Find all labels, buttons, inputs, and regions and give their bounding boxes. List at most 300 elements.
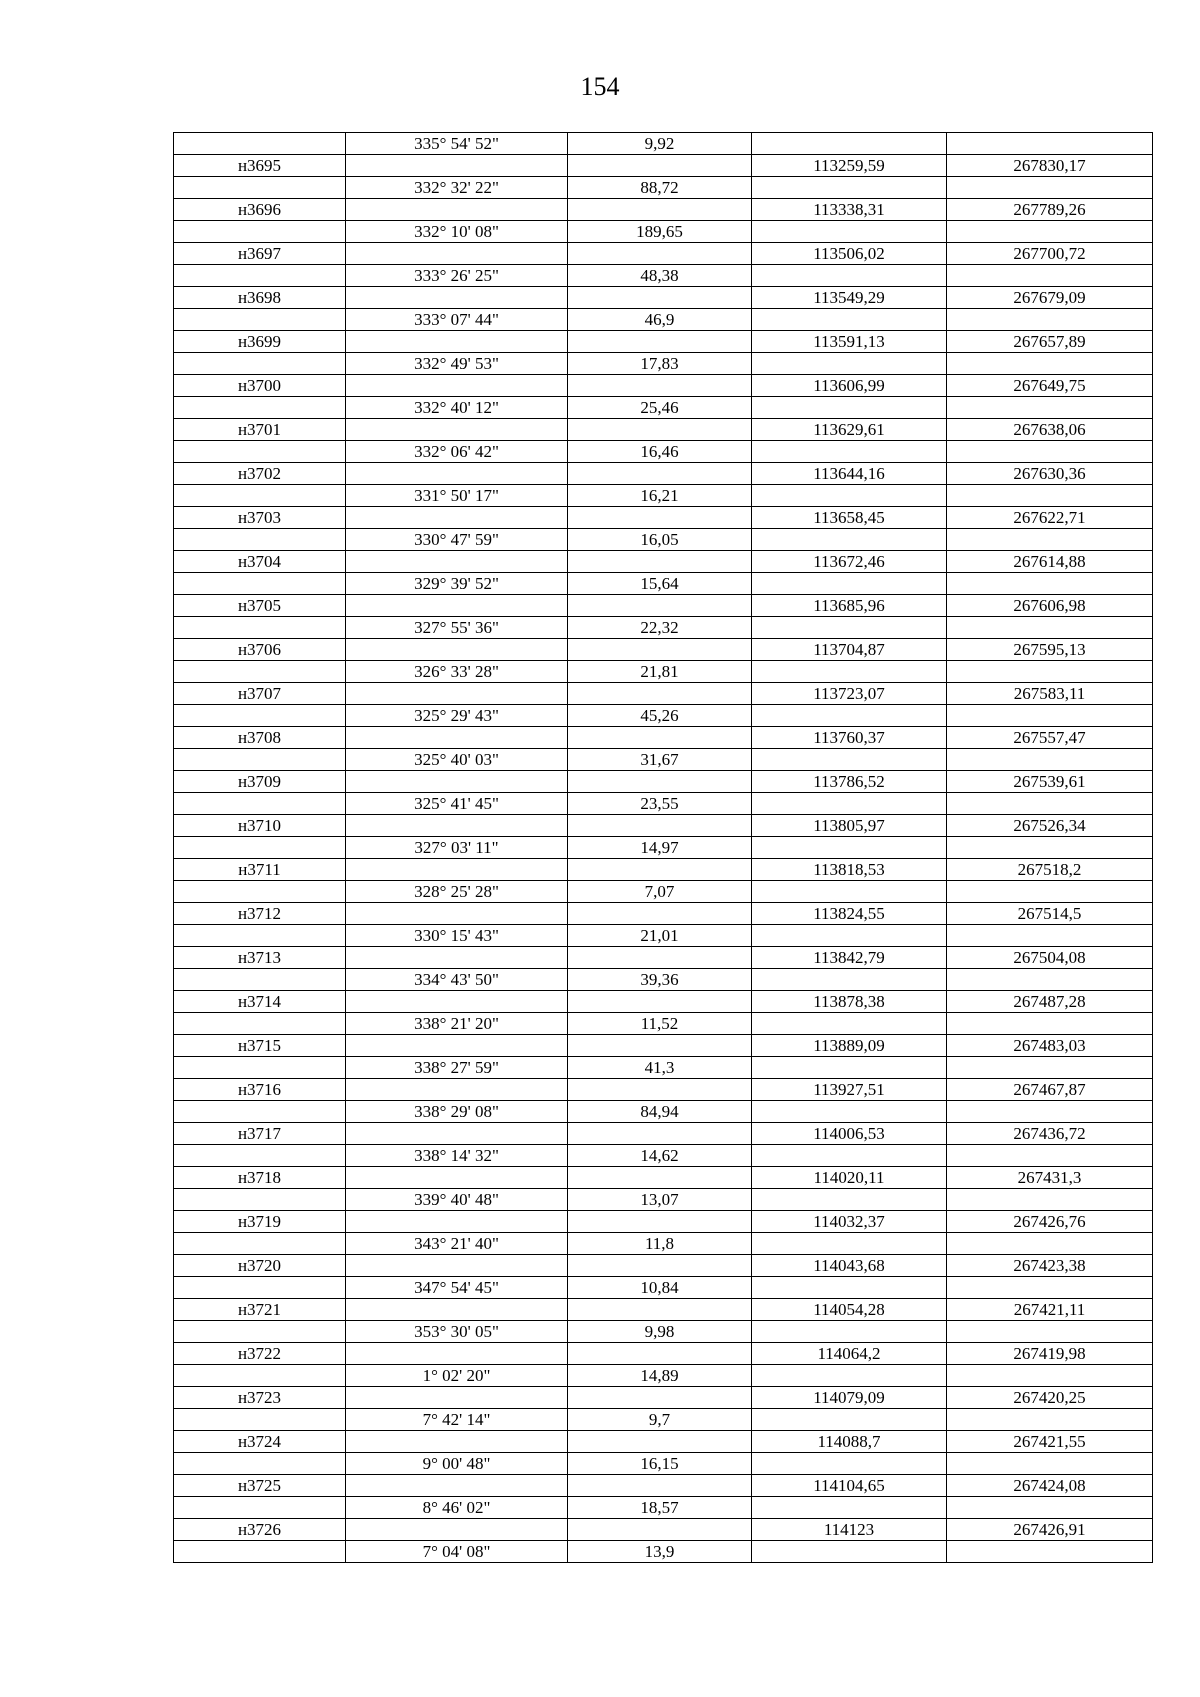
point-id-cell: [174, 1321, 346, 1343]
bearing-angle-cell: 7° 04' 08": [346, 1541, 568, 1563]
y-coordinate-cell: [947, 133, 1153, 155]
table-row: [174, 595, 1153, 617]
bearing-angle-cell: 329° 39' 52": [346, 573, 568, 595]
table-row: [174, 881, 1153, 903]
distance-cell: 21,81: [568, 661, 752, 683]
bearing-angle-cell: 327° 55' 36": [346, 617, 568, 639]
table-row: [174, 529, 1153, 551]
bearing-angle-cell: [346, 1343, 568, 1365]
y-coordinate-cell: [947, 177, 1153, 199]
x-coordinate-cell: 113824,55: [752, 903, 947, 925]
y-coordinate-cell: 267622,71: [947, 507, 1153, 529]
distance-cell: 18,57: [568, 1497, 752, 1519]
table-row: [174, 463, 1153, 485]
x-coordinate-cell: [752, 1013, 947, 1035]
y-coordinate-cell: 267649,75: [947, 375, 1153, 397]
table-row: [174, 771, 1153, 793]
table-row: [174, 617, 1153, 639]
y-coordinate-cell: 267606,98: [947, 595, 1153, 617]
y-coordinate-cell: [947, 1409, 1153, 1431]
bearing-angle-cell: [346, 1211, 568, 1233]
point-id-cell: [174, 573, 346, 595]
x-coordinate-cell: [752, 705, 947, 727]
y-coordinate-cell: 267614,88: [947, 551, 1153, 573]
bearing-angle-cell: 353° 30' 05": [346, 1321, 568, 1343]
table-row: [174, 1189, 1153, 1211]
point-id-cell: н3708: [174, 727, 346, 749]
x-coordinate-cell: [752, 881, 947, 903]
y-coordinate-cell: 267467,87: [947, 1079, 1153, 1101]
point-id-cell: [174, 925, 346, 947]
y-coordinate-cell: 267630,36: [947, 463, 1153, 485]
bearing-angle-cell: 325° 41' 45": [346, 793, 568, 815]
table-row: [174, 1365, 1153, 1387]
point-id-cell: [174, 881, 346, 903]
distance-cell: 88,72: [568, 177, 752, 199]
y-coordinate-cell: 267419,98: [947, 1343, 1153, 1365]
bearing-angle-cell: 332° 32' 22": [346, 177, 568, 199]
table-row: [174, 991, 1153, 1013]
bearing-angle-cell: [346, 1255, 568, 1277]
distance-cell: 41,3: [568, 1057, 752, 1079]
distance-cell: [568, 419, 752, 441]
y-coordinate-cell: [947, 1057, 1153, 1079]
y-coordinate-cell: [947, 441, 1153, 463]
bearing-angle-cell: [346, 639, 568, 661]
distance-cell: [568, 859, 752, 881]
bearing-angle-cell: [346, 155, 568, 177]
table-row: [174, 133, 1153, 155]
y-coordinate-cell: 267483,03: [947, 1035, 1153, 1057]
table-row: [174, 507, 1153, 529]
y-coordinate-cell: 267424,08: [947, 1475, 1153, 1497]
x-coordinate-cell: 113629,61: [752, 419, 947, 441]
y-coordinate-cell: 267700,72: [947, 243, 1153, 265]
bearing-angle-cell: [346, 1123, 568, 1145]
x-coordinate-cell: 113723,07: [752, 683, 947, 705]
y-coordinate-cell: 267426,91: [947, 1519, 1153, 1541]
point-id-cell: н3706: [174, 639, 346, 661]
coordinates-table: [173, 132, 1153, 1563]
y-coordinate-cell: 267514,5: [947, 903, 1153, 925]
distance-cell: 9,7: [568, 1409, 752, 1431]
bearing-angle-cell: 333° 07' 44": [346, 309, 568, 331]
point-id-cell: [174, 221, 346, 243]
table-row: [174, 1211, 1153, 1233]
y-coordinate-cell: [947, 1277, 1153, 1299]
distance-cell: 7,07: [568, 881, 752, 903]
bearing-angle-cell: [346, 859, 568, 881]
bearing-angle-cell: 338° 27' 59": [346, 1057, 568, 1079]
bearing-angle-cell: 7° 42' 14": [346, 1409, 568, 1431]
y-coordinate-cell: [947, 529, 1153, 551]
distance-cell: 13,9: [568, 1541, 752, 1563]
table-row: [174, 1233, 1153, 1255]
bearing-angle-cell: [346, 1035, 568, 1057]
point-id-cell: н3700: [174, 375, 346, 397]
bearing-angle-cell: [346, 1299, 568, 1321]
distance-cell: [568, 991, 752, 1013]
distance-cell: 16,05: [568, 529, 752, 551]
y-coordinate-cell: [947, 397, 1153, 419]
point-id-cell: [174, 837, 346, 859]
y-coordinate-cell: [947, 881, 1153, 903]
distance-cell: 13,07: [568, 1189, 752, 1211]
x-coordinate-cell: 114123: [752, 1519, 947, 1541]
distance-cell: 48,38: [568, 265, 752, 287]
point-id-cell: [174, 441, 346, 463]
point-id-cell: [174, 1409, 346, 1431]
distance-cell: [568, 463, 752, 485]
distance-cell: [568, 903, 752, 925]
distance-cell: 21,01: [568, 925, 752, 947]
distance-cell: [568, 771, 752, 793]
table-row: [174, 397, 1153, 419]
x-coordinate-cell: [752, 221, 947, 243]
x-coordinate-cell: 114064,2: [752, 1343, 947, 1365]
point-id-cell: [174, 1541, 346, 1563]
table-row: [174, 1255, 1153, 1277]
bearing-angle-cell: 332° 40' 12": [346, 397, 568, 419]
x-coordinate-cell: 114006,53: [752, 1123, 947, 1145]
x-coordinate-cell: 113591,13: [752, 331, 947, 353]
bearing-angle-cell: [346, 419, 568, 441]
distance-cell: 11,8: [568, 1233, 752, 1255]
distance-cell: [568, 1475, 752, 1497]
point-id-cell: н3718: [174, 1167, 346, 1189]
x-coordinate-cell: [752, 1145, 947, 1167]
x-coordinate-cell: [752, 1453, 947, 1475]
bearing-angle-cell: 331° 50' 17": [346, 485, 568, 507]
table-row: [174, 969, 1153, 991]
point-id-cell: [174, 1233, 346, 1255]
y-coordinate-cell: 267518,2: [947, 859, 1153, 881]
y-coordinate-cell: 267789,26: [947, 199, 1153, 221]
point-id-cell: [174, 485, 346, 507]
point-id-cell: [174, 1453, 346, 1475]
table-row: [174, 1277, 1153, 1299]
bearing-angle-cell: [346, 243, 568, 265]
distance-cell: 22,32: [568, 617, 752, 639]
x-coordinate-cell: [752, 133, 947, 155]
table-row: [174, 243, 1153, 265]
x-coordinate-cell: [752, 1541, 947, 1563]
table-row: [174, 353, 1153, 375]
point-id-cell: н3717: [174, 1123, 346, 1145]
distance-cell: [568, 1211, 752, 1233]
point-id-cell: [174, 1057, 346, 1079]
bearing-angle-cell: 335° 54' 52": [346, 133, 568, 155]
x-coordinate-cell: 113259,59: [752, 155, 947, 177]
distance-cell: [568, 1519, 752, 1541]
table-row: [174, 1453, 1153, 1475]
y-coordinate-cell: 267557,47: [947, 727, 1153, 749]
y-coordinate-cell: [947, 969, 1153, 991]
table-row: [174, 1167, 1153, 1189]
y-coordinate-cell: [947, 1233, 1153, 1255]
point-id-cell: [174, 793, 346, 815]
point-id-cell: н3719: [174, 1211, 346, 1233]
point-id-cell: [174, 1277, 346, 1299]
x-coordinate-cell: [752, 925, 947, 947]
point-id-cell: [174, 265, 346, 287]
x-coordinate-cell: 113672,46: [752, 551, 947, 573]
distance-cell: 16,21: [568, 485, 752, 507]
distance-cell: [568, 1079, 752, 1101]
y-coordinate-cell: 267679,09: [947, 287, 1153, 309]
x-coordinate-cell: 113878,38: [752, 991, 947, 1013]
table-row: [174, 837, 1153, 859]
x-coordinate-cell: [752, 1189, 947, 1211]
x-coordinate-cell: [752, 1057, 947, 1079]
x-coordinate-cell: [752, 1277, 947, 1299]
point-id-cell: н3714: [174, 991, 346, 1013]
distance-cell: [568, 1167, 752, 1189]
bearing-angle-cell: [346, 991, 568, 1013]
bearing-angle-cell: [346, 1475, 568, 1497]
table-row: [174, 1123, 1153, 1145]
x-coordinate-cell: 114079,09: [752, 1387, 947, 1409]
table-row: [174, 1101, 1153, 1123]
table-row: [174, 419, 1153, 441]
y-coordinate-cell: 267423,38: [947, 1255, 1153, 1277]
x-coordinate-cell: 113889,09: [752, 1035, 947, 1057]
bearing-angle-cell: [346, 1431, 568, 1453]
point-id-cell: н3703: [174, 507, 346, 529]
distance-cell: [568, 1299, 752, 1321]
table-row: [174, 749, 1153, 771]
bearing-angle-cell: 326° 33' 28": [346, 661, 568, 683]
table-row: [174, 1079, 1153, 1101]
x-coordinate-cell: [752, 969, 947, 991]
x-coordinate-cell: [752, 1409, 947, 1431]
point-id-cell: н3705: [174, 595, 346, 617]
distance-cell: [568, 1035, 752, 1057]
table-row: [174, 683, 1153, 705]
distance-cell: [568, 243, 752, 265]
distance-cell: 16,15: [568, 1453, 752, 1475]
table-row: [174, 1013, 1153, 1035]
point-id-cell: н3710: [174, 815, 346, 837]
point-id-cell: н3702: [174, 463, 346, 485]
x-coordinate-cell: 113606,99: [752, 375, 947, 397]
table-row: [174, 727, 1153, 749]
y-coordinate-cell: 267431,3: [947, 1167, 1153, 1189]
distance-cell: 9,98: [568, 1321, 752, 1343]
x-coordinate-cell: 114104,65: [752, 1475, 947, 1497]
distance-cell: 14,89: [568, 1365, 752, 1387]
point-id-cell: н3720: [174, 1255, 346, 1277]
bearing-angle-cell: [346, 375, 568, 397]
table-row: [174, 441, 1153, 463]
y-coordinate-cell: [947, 1101, 1153, 1123]
table-row: [174, 155, 1153, 177]
distance-cell: 17,83: [568, 353, 752, 375]
bearing-angle-cell: [346, 287, 568, 309]
point-id-cell: н3722: [174, 1343, 346, 1365]
y-coordinate-cell: [947, 265, 1153, 287]
bearing-angle-cell: [346, 595, 568, 617]
point-id-cell: [174, 1145, 346, 1167]
table-row: [174, 903, 1153, 925]
table-row: [174, 1497, 1153, 1519]
x-coordinate-cell: 114032,37: [752, 1211, 947, 1233]
table-row: [174, 551, 1153, 573]
x-coordinate-cell: 113927,51: [752, 1079, 947, 1101]
distance-cell: 25,46: [568, 397, 752, 419]
bearing-angle-cell: 338° 21' 20": [346, 1013, 568, 1035]
table-row: [174, 1145, 1153, 1167]
table-row: [174, 1409, 1153, 1431]
x-coordinate-cell: 113549,29: [752, 287, 947, 309]
distance-cell: 84,94: [568, 1101, 752, 1123]
point-id-cell: [174, 969, 346, 991]
y-coordinate-cell: [947, 1541, 1153, 1563]
table-row: [174, 859, 1153, 881]
table-row: [174, 1035, 1153, 1057]
bearing-angle-cell: 338° 14' 32": [346, 1145, 568, 1167]
point-id-cell: н3701: [174, 419, 346, 441]
y-coordinate-cell: 267595,13: [947, 639, 1153, 661]
point-id-cell: н3695: [174, 155, 346, 177]
bearing-angle-cell: [346, 771, 568, 793]
bearing-angle-cell: 325° 29' 43": [346, 705, 568, 727]
distance-cell: 31,67: [568, 749, 752, 771]
table-row: [174, 573, 1153, 595]
point-id-cell: [174, 705, 346, 727]
x-coordinate-cell: 113760,37: [752, 727, 947, 749]
bearing-angle-cell: 1° 02' 20": [346, 1365, 568, 1387]
x-coordinate-cell: [752, 529, 947, 551]
table-row: [174, 199, 1153, 221]
bearing-angle-cell: 330° 47' 59": [346, 529, 568, 551]
point-id-cell: н3696: [174, 199, 346, 221]
y-coordinate-cell: [947, 1013, 1153, 1035]
table-row: [174, 331, 1153, 353]
x-coordinate-cell: 113338,31: [752, 199, 947, 221]
point-id-cell: н3712: [174, 903, 346, 925]
distance-cell: [568, 1343, 752, 1365]
distance-cell: [568, 551, 752, 573]
table-row: [174, 265, 1153, 287]
table-row: [174, 1321, 1153, 1343]
x-coordinate-cell: [752, 353, 947, 375]
bearing-angle-cell: 338° 29' 08": [346, 1101, 568, 1123]
distance-cell: 14,62: [568, 1145, 752, 1167]
bearing-angle-cell: [346, 683, 568, 705]
distance-cell: [568, 595, 752, 617]
y-coordinate-cell: [947, 1145, 1153, 1167]
point-id-cell: н3716: [174, 1079, 346, 1101]
y-coordinate-cell: 267657,89: [947, 331, 1153, 353]
x-coordinate-cell: [752, 177, 947, 199]
distance-cell: 9,92: [568, 133, 752, 155]
y-coordinate-cell: 267426,76: [947, 1211, 1153, 1233]
point-id-cell: [174, 617, 346, 639]
table-row: [174, 1431, 1153, 1453]
distance-cell: [568, 683, 752, 705]
y-coordinate-cell: [947, 925, 1153, 947]
x-coordinate-cell: [752, 1233, 947, 1255]
y-coordinate-cell: [947, 1453, 1153, 1475]
distance-cell: 11,52: [568, 1013, 752, 1035]
bearing-angle-cell: 339° 40' 48": [346, 1189, 568, 1211]
bearing-angle-cell: [346, 331, 568, 353]
y-coordinate-cell: [947, 353, 1153, 375]
bearing-angle-cell: 328° 25' 28": [346, 881, 568, 903]
table-row: [174, 1299, 1153, 1321]
bearing-angle-cell: 332° 06' 42": [346, 441, 568, 463]
x-coordinate-cell: 114088,7: [752, 1431, 947, 1453]
y-coordinate-cell: [947, 309, 1153, 331]
y-coordinate-cell: [947, 837, 1153, 859]
point-id-cell: н3697: [174, 243, 346, 265]
bearing-angle-cell: 334° 43' 50": [346, 969, 568, 991]
distance-cell: 16,46: [568, 441, 752, 463]
y-coordinate-cell: 267421,11: [947, 1299, 1153, 1321]
distance-cell: [568, 1431, 752, 1453]
x-coordinate-cell: 113704,87: [752, 639, 947, 661]
x-coordinate-cell: 113658,45: [752, 507, 947, 529]
y-coordinate-cell: [947, 617, 1153, 639]
distance-cell: [568, 155, 752, 177]
y-coordinate-cell: 267436,72: [947, 1123, 1153, 1145]
x-coordinate-cell: [752, 1497, 947, 1519]
distance-cell: [568, 199, 752, 221]
point-id-cell: [174, 529, 346, 551]
table-row: [174, 925, 1153, 947]
x-coordinate-cell: [752, 1365, 947, 1387]
y-coordinate-cell: 267539,61: [947, 771, 1153, 793]
point-id-cell: [174, 1497, 346, 1519]
distance-cell: [568, 287, 752, 309]
point-id-cell: н3704: [174, 551, 346, 573]
distance-cell: [568, 1387, 752, 1409]
table-row: [174, 1057, 1153, 1079]
table-row: [174, 793, 1153, 815]
y-coordinate-cell: 267420,25: [947, 1387, 1153, 1409]
x-coordinate-cell: [752, 485, 947, 507]
x-coordinate-cell: [752, 309, 947, 331]
point-id-cell: [174, 133, 346, 155]
coordinates-table-body: [174, 133, 1153, 1563]
distance-cell: [568, 727, 752, 749]
y-coordinate-cell: 267830,17: [947, 155, 1153, 177]
bearing-angle-cell: [346, 815, 568, 837]
y-coordinate-cell: 267638,06: [947, 419, 1153, 441]
point-id-cell: [174, 1013, 346, 1035]
x-coordinate-cell: [752, 441, 947, 463]
table-row: [174, 1519, 1153, 1541]
x-coordinate-cell: [752, 837, 947, 859]
bearing-angle-cell: 327° 03' 11": [346, 837, 568, 859]
table-row: [174, 815, 1153, 837]
bearing-angle-cell: [346, 947, 568, 969]
bearing-angle-cell: 8° 46' 02": [346, 1497, 568, 1519]
x-coordinate-cell: 113805,97: [752, 815, 947, 837]
point-id-cell: н3709: [174, 771, 346, 793]
point-id-cell: н3711: [174, 859, 346, 881]
distance-cell: [568, 331, 752, 353]
table-row: [174, 221, 1153, 243]
bearing-angle-cell: [346, 727, 568, 749]
bearing-angle-cell: 347° 54' 45": [346, 1277, 568, 1299]
distance-cell: 46,9: [568, 309, 752, 331]
table-row: [174, 705, 1153, 727]
x-coordinate-cell: [752, 617, 947, 639]
point-id-cell: н3715: [174, 1035, 346, 1057]
x-coordinate-cell: 113506,02: [752, 243, 947, 265]
